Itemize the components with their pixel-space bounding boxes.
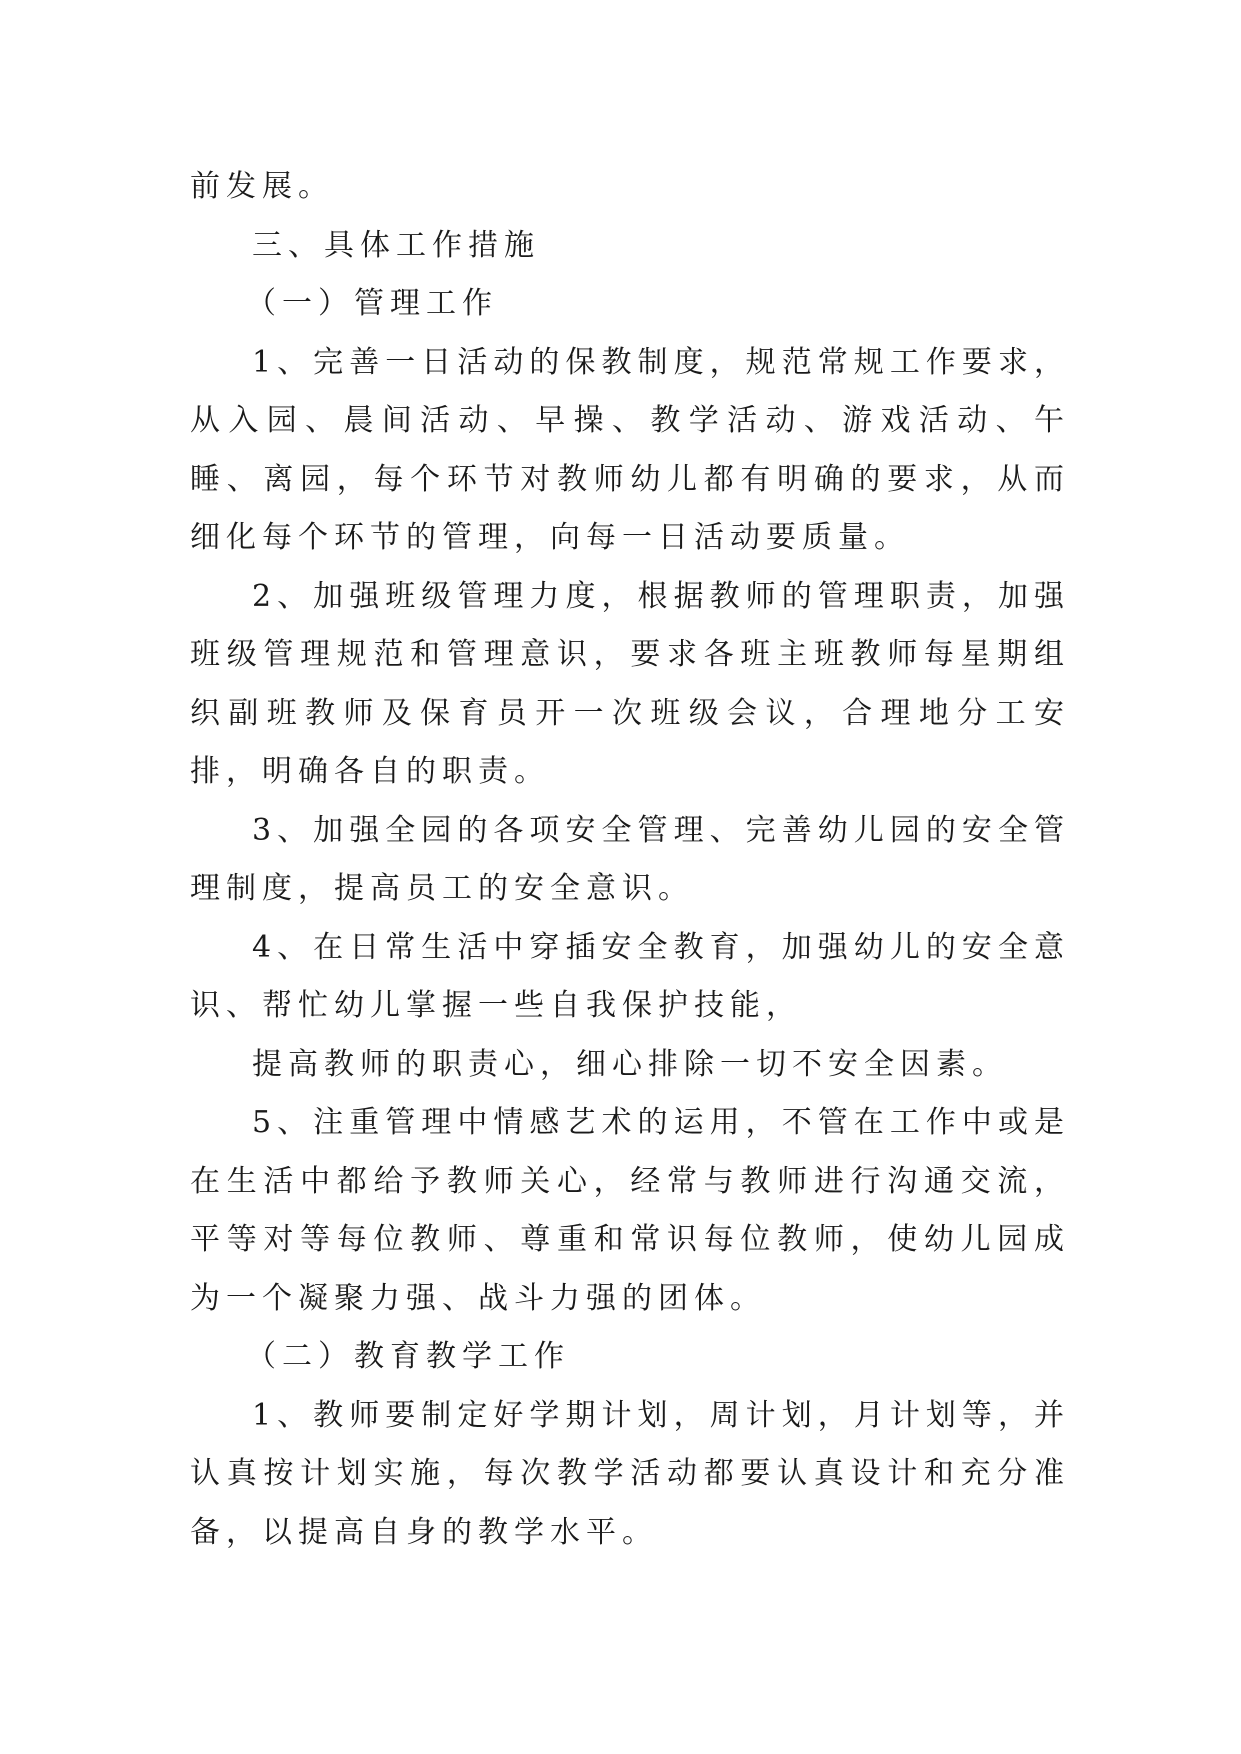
paragraph-item-5: 5、注重管理中情感艺术的运用，不管在工作中或是在生活中都给予教师关心，经常与教师进行沟通交流，平等对等每位教师、尊重和常识每位教师，使幼儿园成为一个凝聚力强、战斗力强的团体。 [190, 1105, 1070, 1316]
subsection-heading-teaching: （二）教育教学工作 [246, 1339, 570, 1374]
subsection-heading-management: （一）管理工作 [246, 286, 498, 321]
paragraph-item-3: 3、加强全园的各项安全管理、完善幼儿园的安全管理制度，提高员工的安全意识。 [190, 812, 1070, 906]
paragraph-item-4-continued: 提高教师的职责心，细心排除一切不安全因素。 [252, 1046, 1008, 1082]
document-body [190, 158, 1070, 1562]
section-heading-measures: 三、具体工作措施 [252, 227, 540, 263]
paragraph-continuation: 前发展。 [190, 169, 334, 204]
paragraph-teaching-item-1: 1、教师要制定好学期计划，周计划，月计划等，并认真按计划实施，每次教学活动都要认真设计和充分准备，以提高自身的教学水平。 [190, 1397, 1070, 1550]
paragraph-item-4: 4、在日常生活中穿插安全教育，加强幼儿的安全意识、帮忙幼儿掌握一些自我保护技能， [190, 929, 1070, 1023]
paragraph-item-1: 1、完善一日活动的保教制度，规范常规工作要求，从入园、晨间活动、早操、教学活动、游戏活动、午睡、离园，每个环节对教师幼儿都有明确的要求，从而细化每个环节的管理，向每一日活动要质量。 [190, 344, 1070, 555]
paragraph-item-2: 2、加强班级管理力度，根据教师的管理职责，加强班级管理规范和管理意识，要求各班主班教师每星期组织副班教师及保育员开一次班级会议，合理地分工安排，明确各自的职责。 [190, 578, 1070, 789]
